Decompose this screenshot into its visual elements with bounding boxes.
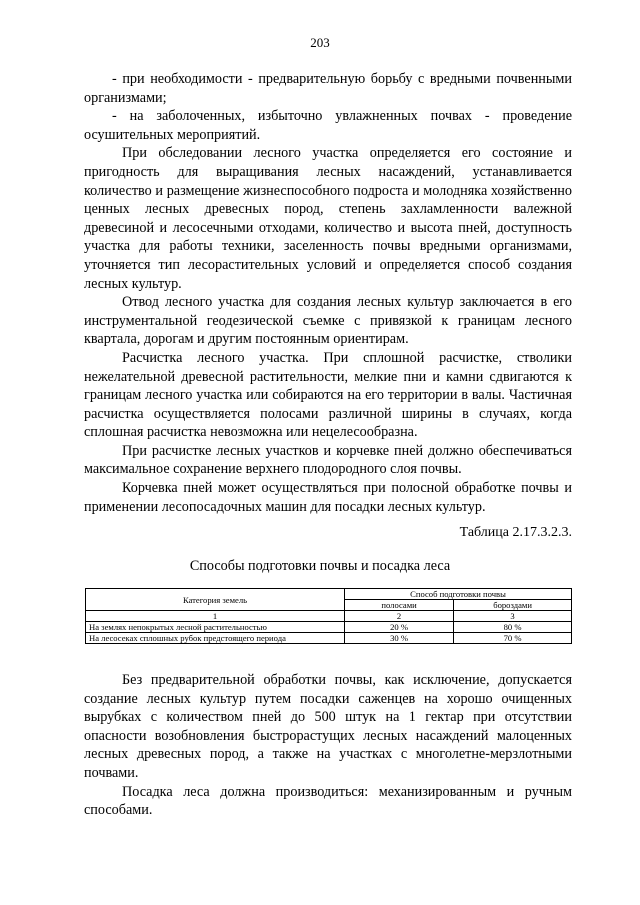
row-category: На лесосеках сплошных рубок предстоящего периода	[86, 633, 345, 644]
bullet-paragraph: - на заболоченных, избыточно увлажненных почвах - проведение осушительных мероприятий.	[84, 108, 572, 143]
row-category: На землях непокрытых лесной растительностью	[86, 622, 345, 633]
paragraph: При расчистке лесных участков и корчевке пней должно обеспечиваться максимальное сохранение верхнего плодородного слоя почвы.	[84, 442, 572, 478]
table-row	[86, 622, 572, 633]
table-title: Способы подготовки почвы и посадка леса	[189, 558, 451, 574]
body-text-bottom	[84, 671, 572, 820]
row-furrows: 70 %	[454, 633, 572, 644]
paragraph: Расчистка лесного участка. При сплошной расчистке, стволики нежелательной древесной растительности, мелкие пни и камни сдвигаются к границам лесного участка или собираются на его территории в валы. Частичная расчистка осуществляется полосами различной ширины в случаях, когда сплошная расчистка невозможна или нецелесообразна.	[84, 349, 572, 441]
page-number: 203	[310, 35, 330, 50]
body-text-top	[84, 70, 572, 516]
table-caption: Таблица 2.17.3.2.3.	[459, 525, 572, 540]
soil-preparation-table	[85, 588, 572, 644]
paragraph: Без предварительной обработки почвы, как исключение, допускается создание лесных культур путем посадки саженцев на хорошо очищенных вырубках с количеством пней до 500 штук на 1 гектар при отсутствии опасности возобновления быстрорастущих лесных насаждений малоценных лесных древесных пород, а также на участках с многолетне-мерзлотными почвами.	[84, 672, 572, 781]
header-strips: полосами	[345, 600, 454, 611]
column-number: 1	[86, 611, 345, 622]
column-number: 3	[454, 611, 572, 622]
bullet-paragraph: - при необходимости - предварительную борьбу с вредными почвенными организмами;	[84, 71, 572, 106]
row-strips: 30 %	[345, 633, 454, 644]
table-row	[86, 633, 572, 644]
row-furrows: 80 %	[454, 622, 572, 633]
table-number-row	[86, 611, 572, 622]
header-method: Способ подготовки почвы	[345, 589, 572, 600]
paragraph: При обследовании лесного участка определяется его состояние и пригодность для выращивания лесных насаждений, устанавливается количество и размещение жизнеспособного подроста и молодняка хозяйственно ценных лесных древесных пород, степень захламленности валежной древесиной и лесосечными отходами, количество и высота пней, доступность участка для работы техники, заселенность почвы вредными организмами, уточняется тип лесорастительных условий и определяется способ создания лесных культур.	[84, 145, 572, 292]
column-number: 2	[345, 611, 454, 622]
table-header-row	[86, 589, 572, 600]
header-category: Категория земель	[86, 589, 345, 611]
paragraph: Отвод лесного участка для создания лесных культур заключается в его инструментальной геодезической съемке с привязкой к границам лесного квартала, дорогам и другим постоянным ориентирам.	[84, 294, 572, 348]
row-strips: 20 %	[345, 622, 454, 633]
paragraph: Посадка леса должна производиться: механизированным и ручным способами.	[84, 783, 572, 819]
paragraph: Корчевка пней может осуществляться при полосной обработке почвы и применении лесопосадочных машин для посадки лесных культур.	[84, 480, 572, 515]
header-furrows: бороздами	[454, 600, 572, 611]
